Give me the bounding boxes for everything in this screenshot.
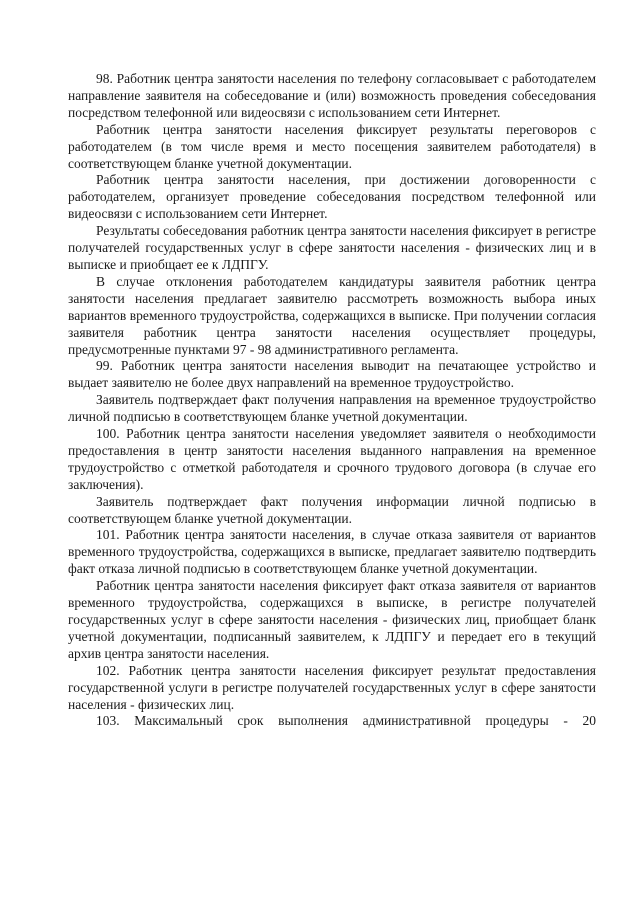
paragraph-99: 99. Работник центра занятости населения выводит на печатающее устройство и выдает заявителю не более двух направлений на временное трудоустройство. [68,358,596,391]
paragraph-interview-results: Результаты собеседования работник центра занятости населения фиксирует в регистре получателей государственных услуг в сфере занятости населения - физических лиц и в выписке и приобщает ее к ЛДПГУ. [68,223,596,272]
paragraph-candidate-rejection: В случае отклонения работодателем кандидатуры заявителя работник центра занятости населения предлагает заявителю рассмотреть возможность выбора иных вариантов временного трудоустройства, содержащихся в выписке. При получении согласия заявителя работник центра занятости населения осуществляет процедуры, предусмотренные пунктами 97 - 98 административного регламента. [68,273,596,357]
document-page [68,71,596,730]
paragraph-102: 102. Работник центра занятости населения фиксирует результат предоставления государственной услуги в регистре получателей государственных услуг в сфере занятости населения - физических лиц. [68,662,596,712]
paragraph-interview-organization: Работник центра занятости населения, при достижении договоренности с работодателем, организует проведение собеседования посредством телефонной или видеосвязи с использованием сети Интернет. [68,172,596,222]
paragraph-info-signature: Заявитель подтверждает факт получения информации личной подписью в соответствующем бланке учетной документации. [68,493,596,526]
paragraph-referral-signature: Заявитель подтверждает факт получения направления на временное трудоустройство личной подписью в соответствующем бланке учетной документации. [68,392,596,425]
paragraph-negotiation-results: Работник центра занятости населения фиксирует результаты переговоров с работодателем (в том числе время и место посещения заявителем работодателя) в соответствующем бланке учетной документации. [68,121,596,171]
paragraph-103: 103. Максимальный срок выполнения административной процедуры - 20 [96,713,596,729]
paragraph-refusal-record: Работник центра занятости населения фиксирует факт отказа заявителя от вариантов временного трудоустройства, содержащихся в выписке, в регистре получателей государственных услуг в сфере занятости населения - физических лиц, приобщает бланк учетной документации, подписанный заявителем, к ЛДПГУ и передает его в текущий архив центра занятости населения. [68,578,596,661]
paragraph-98: 98. Работник центра занятости населения по телефону согласовывает с работодателем направление заявителя на собеседование и (или) возможность проведения собеседования посредством телефонной или видеосвязи с использованием сети Интернет. [68,71,596,120]
paragraph-101: 101. Работник центра занятости населения, в случае отказа заявителя от вариантов временного трудоустройства, содержащихся в выписке, предлагает заявителю подтвердить факт отказа личной подписью в соответствующем бланке учетной документации. [68,527,596,577]
paragraph-100: 100. Работник центра занятости населения уведомляет заявителя о необходимости предоставления в центр занятости населения выданного направления на временное трудоустройство с отметкой работодателя и срочного трудового договора (в случае его заключения). [68,426,596,492]
